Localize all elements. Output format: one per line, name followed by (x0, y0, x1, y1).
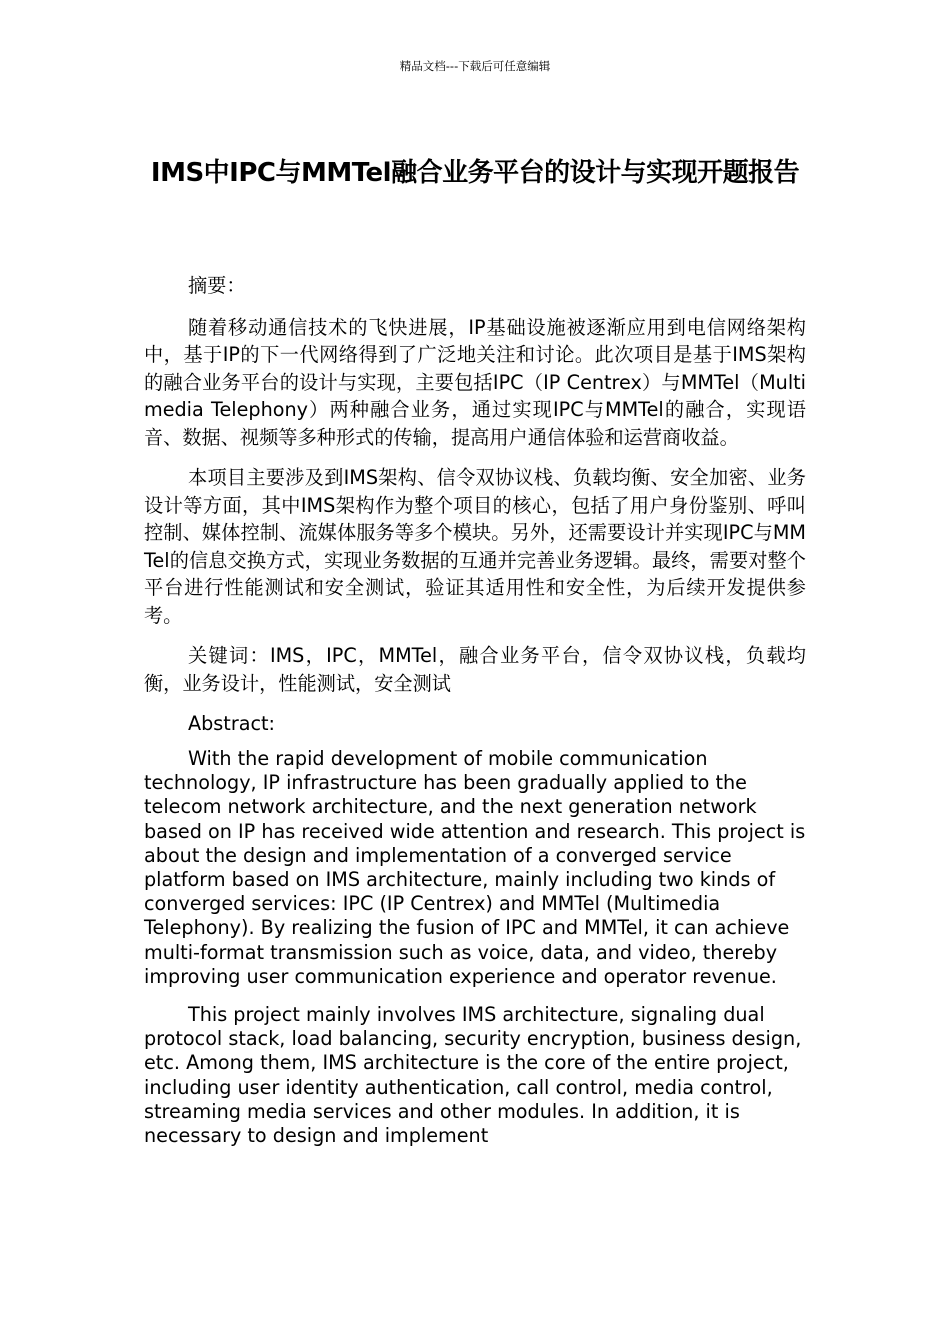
header-note: 精品文档---下载后可任意编辑 (399, 59, 551, 73)
abstract-zh-paragraph-1: 随着移动通信技术的飞快进展，IP基础设施被逐渐应用到电信网络架构中，基于IP的下一代网络得到了广泛地关注和讨论。此次项目是基于IMS架构的融合业务平台的设计与实现，主要包括IPC（IP Centrex）与MMTel（Multimedia Telephony）两种融合业务，通过实现IPC与MMTel的融合，实现语音、数据、视频等多种形式的传输，提高用户通信体验和运营商收益。 (144, 315, 806, 449)
abstract-en-paragraph-1: With the rapid development of mobile communication technology, IP infrastructure has been gradually applied to the telecom network architecture, and the next generation network based on IP has received wide attention and research. This project is about the design and implementation of a converged service platform based on IMS architecture, mainly including two kinds of converged services: IPC (IP Centrex) and MMTel (Multimedia Telephony). By realizing the fusion of IPC and MMTel, it can achieve multi-format transmission such as voice, data, and video, thereby improving user communication experience and operator revenue. (144, 747, 806, 988)
abstract-zh-paragraph-2: 本项目主要涉及到IMS架构、信令双协议栈、负载均衡、安全加密、业务设计等方面，其中IMS架构作为整个项目的核心，包括了用户身份鉴别、呼叫控制、媒体控制、流媒体服务等多个模块。另外，还需要设计并实现IPC与MMTel的信息交换方式，实现业务数据的互通并完善业务逻辑。最终，需要对整个平台进行性能测试和安全测试，验证其适用性和安全性，为后续开发提供参考。 (144, 466, 806, 627)
keywords-zh: 关键词：IMS，IPC，MMTel，融合业务平台，信令双协议栈，负载均衡，业务设计，性能测试，安全测试 (144, 644, 806, 695)
document-title: IMS中IPC与MMTel融合业务平台的设计与实现开题报告 (150, 158, 800, 189)
abstract-en-label: Abstract: (188, 712, 276, 735)
abstract-zh-label: 摘要： (188, 274, 246, 297)
document-body (144, 272, 806, 1162)
abstract-en-paragraph-2: This project mainly involves IMS architecture, signaling dual protocol stack, load balancing, security encryption, business design, etc. Among them, IMS architecture is the core of the entire project, including user identity authentication, call control, media control, streaming media services and other modules. In addition, it is necessary to design and implement (144, 1003, 802, 1148)
